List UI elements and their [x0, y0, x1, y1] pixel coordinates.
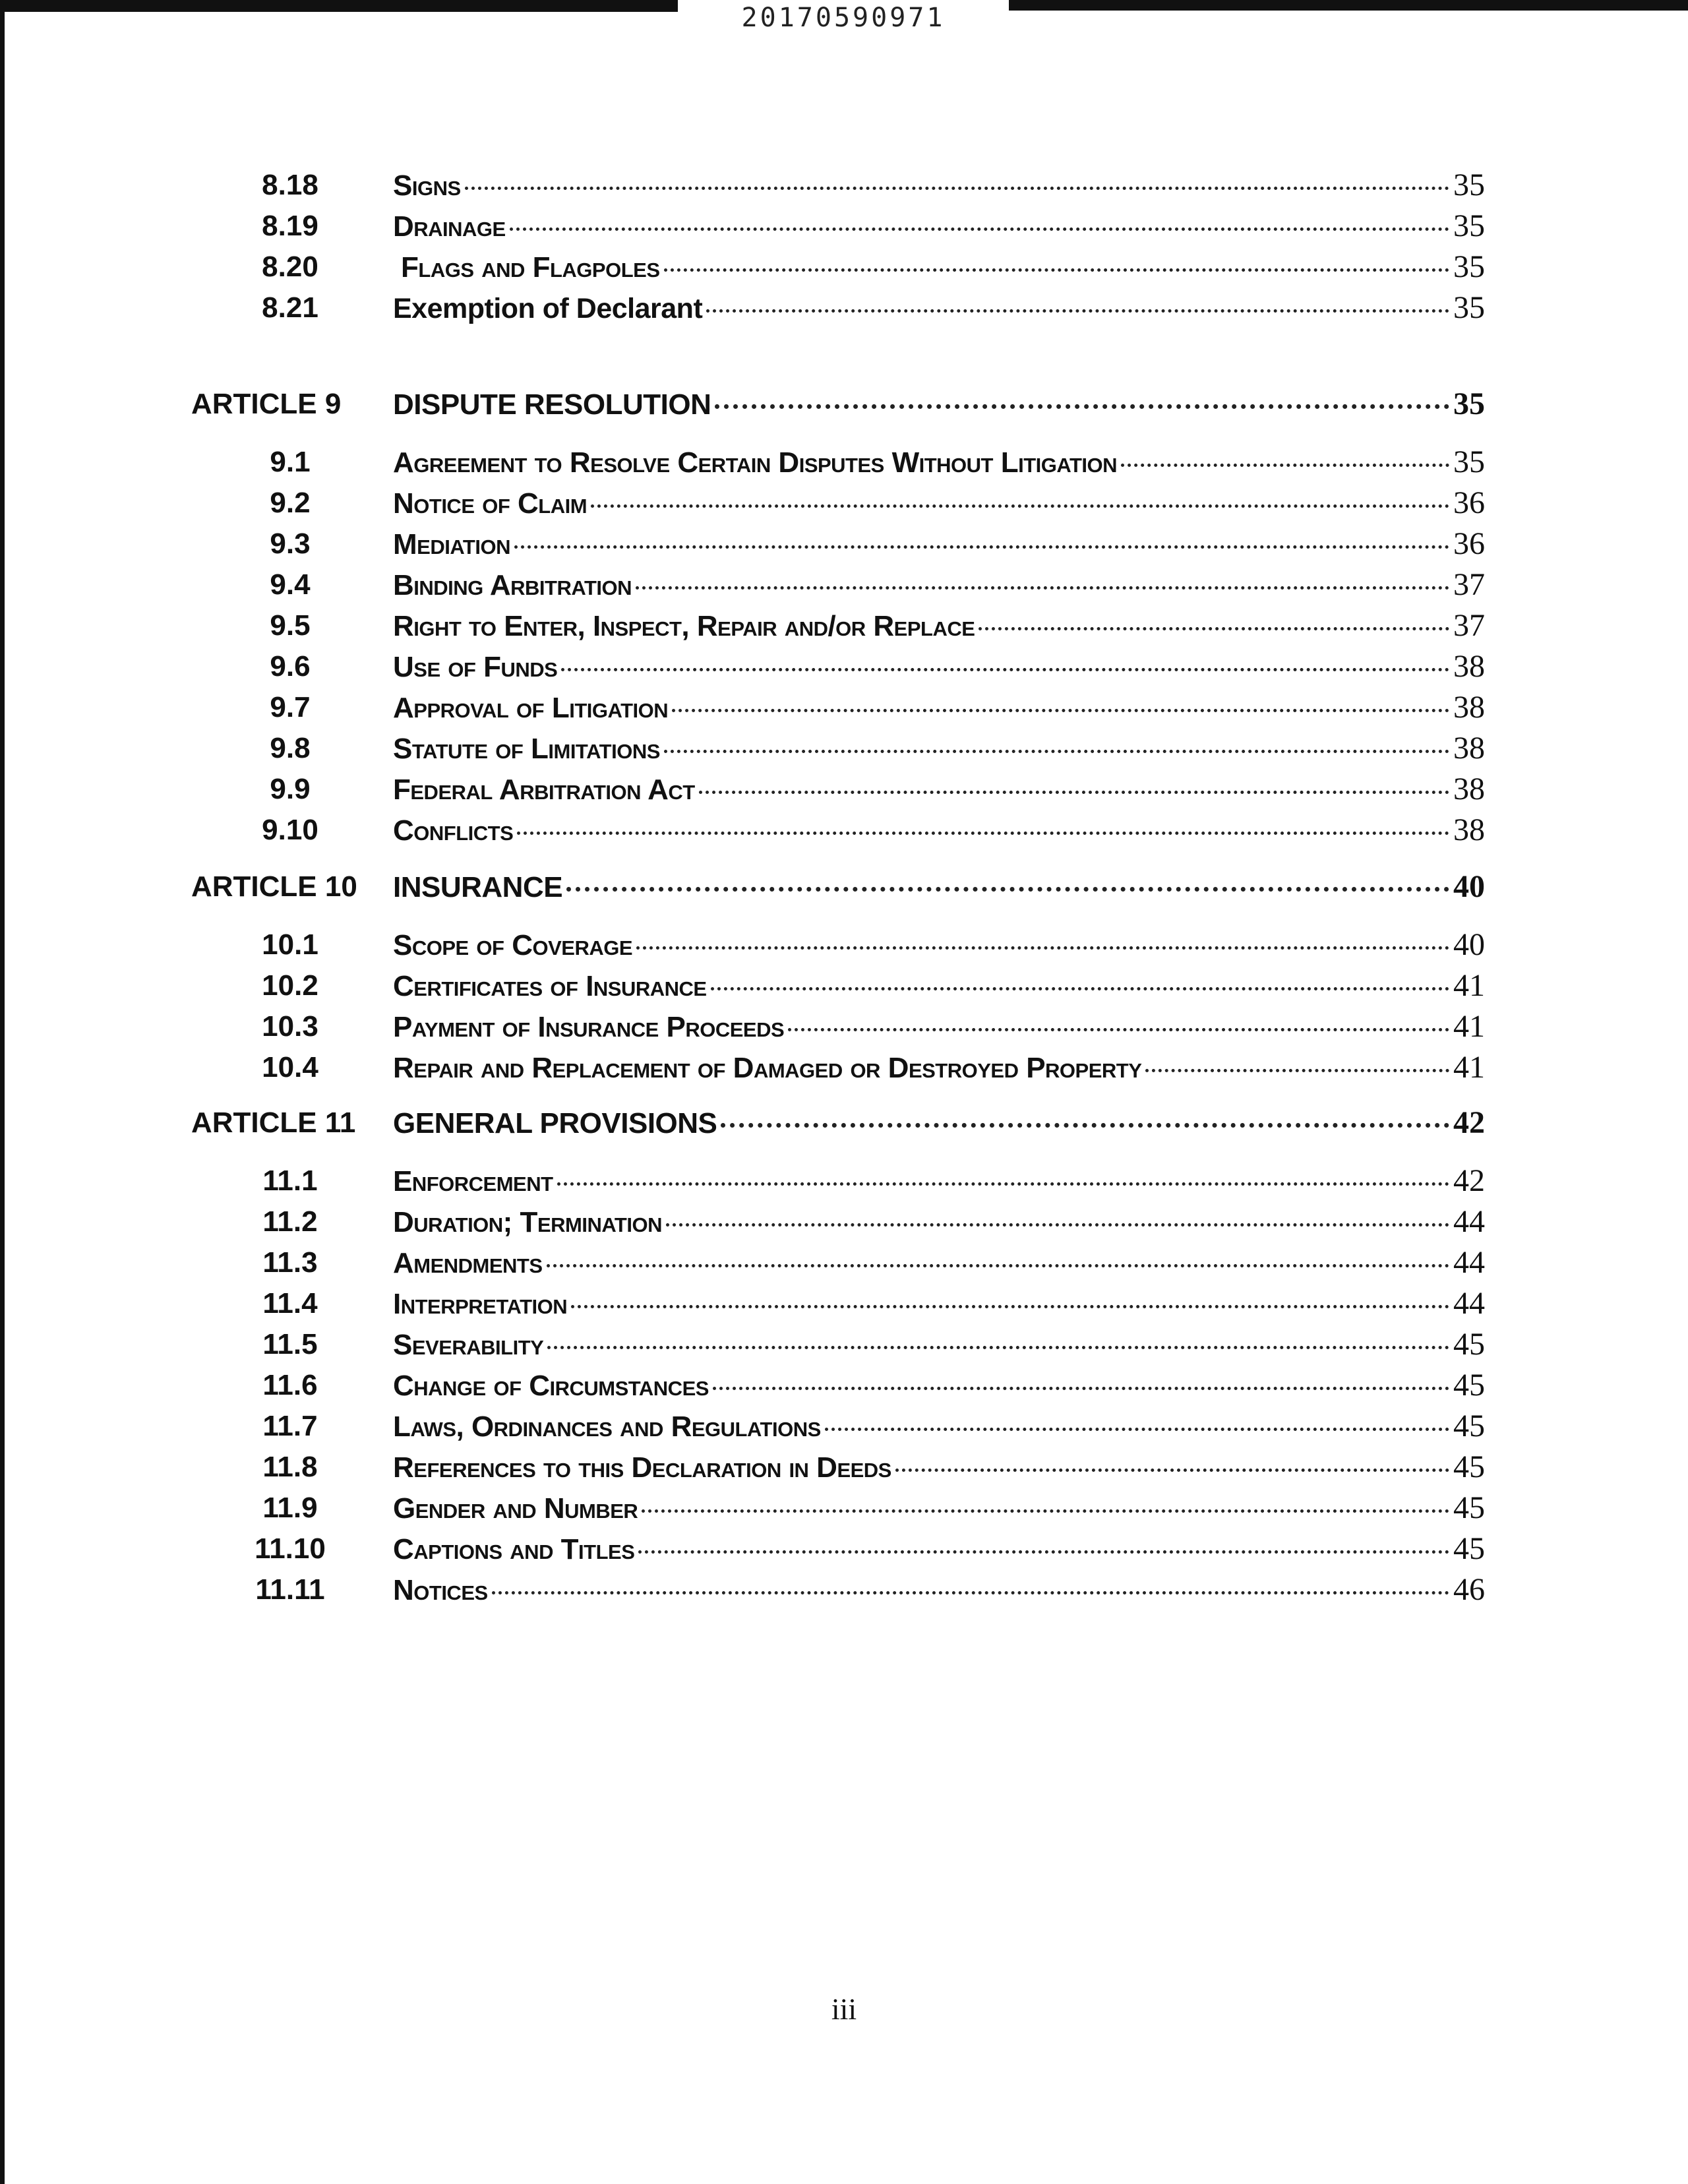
toc-entry-11-2[interactable]: [0, 1201, 1688, 1242]
page-number: 45: [1453, 1531, 1485, 1566]
section-number: 8.21: [262, 291, 318, 324]
page-number: 37: [1453, 608, 1485, 643]
toc-entry-9-9[interactable]: [0, 769, 1688, 810]
section-number: 11.2: [262, 1205, 318, 1238]
article-label: ARTICLE 11: [191, 1107, 356, 1139]
dot-leader: [1145, 1069, 1449, 1072]
toc-entry-9-8[interactable]: [0, 728, 1688, 769]
section-title: Duration; Termination: [393, 1206, 662, 1238]
page-number: 45: [1453, 1449, 1485, 1484]
section-title: Agreement to Resolve Certain Disputes Without Litigation: [393, 446, 1117, 479]
toc-line: [393, 605, 1485, 647]
page-number: 35: [1453, 290, 1485, 325]
dot-leader: [465, 187, 1449, 190]
section-number: 11.6: [262, 1369, 318, 1401]
page-number: 35: [1453, 249, 1485, 284]
section-title: Use of Funds: [393, 651, 558, 683]
toc-line: [393, 769, 1485, 810]
toc-line: [393, 1529, 1485, 1570]
dot-leader: [664, 750, 1449, 753]
section-title: Conflicts: [393, 814, 514, 847]
section-title: Signs: [393, 169, 461, 202]
document-number: 20170590971: [741, 3, 946, 33]
page-number: 44: [1453, 1245, 1485, 1280]
toc-entry-11-9[interactable]: [0, 1488, 1688, 1529]
dot-leader: [713, 1387, 1449, 1390]
toc-line: [393, 1365, 1485, 1407]
section-number: 9.10: [262, 814, 318, 846]
section-number: 9.7: [270, 691, 311, 723]
toc-entry-10-2[interactable]: [0, 965, 1688, 1006]
dot-leader: [561, 668, 1449, 671]
toc-line: [393, 1201, 1485, 1243]
toc-entry-11-5[interactable]: [0, 1324, 1688, 1365]
toc-line: [393, 1047, 1485, 1089]
section-title: Drainage: [393, 210, 506, 243]
toc-entry-8-21[interactable]: [0, 288, 1688, 328]
toc-entry-9-3[interactable]: [0, 524, 1688, 564]
section-title: Scope of Coverage: [393, 929, 633, 961]
dot-leader: [711, 987, 1449, 990]
page-number: 45: [1453, 1327, 1485, 1362]
section-number: 11.7: [262, 1410, 318, 1442]
section-number: 11.4: [262, 1287, 318, 1320]
toc-line: [393, 728, 1485, 770]
section-number: 9.4: [270, 568, 311, 601]
toc-entry-9-2[interactable]: [0, 483, 1688, 524]
article-title: DISPUTE RESOLUTION: [393, 388, 711, 421]
dot-leader: [706, 309, 1449, 313]
toc-entry-11-1[interactable]: [0, 1161, 1688, 1201]
dot-leader: [492, 1591, 1449, 1594]
toc-line: [393, 646, 1485, 688]
toc-line: [393, 965, 1485, 1007]
article-label: ARTICLE 10: [191, 870, 357, 903]
page-number: 35: [1453, 444, 1485, 479]
page-number: 40: [1453, 927, 1485, 962]
section-number: 11.11: [255, 1573, 325, 1606]
page-number: 41: [1453, 1050, 1485, 1085]
toc-entry-9-7[interactable]: [0, 687, 1688, 728]
toc-line: [393, 687, 1485, 729]
page-number: 37: [1453, 567, 1485, 602]
section-number: 11.1: [262, 1165, 318, 1197]
dot-leader: [517, 832, 1449, 835]
page-number: 45: [1453, 1490, 1485, 1525]
toc-entry-11-11[interactable]: [0, 1569, 1688, 1610]
section-title: Enforcement: [393, 1165, 553, 1198]
section-number: 10.4: [262, 1051, 318, 1083]
dot-leader: [1121, 464, 1449, 467]
scan-bar-left: [0, 0, 678, 12]
toc-entry-11-8[interactable]: [0, 1447, 1688, 1488]
toc-line: [393, 483, 1485, 524]
toc-line: [401, 247, 1485, 288]
toc-entry-11-6[interactable]: [0, 1365, 1688, 1406]
article-title: GENERAL PROVISIONS: [393, 1107, 717, 1139]
section-title: Statute of Limitations: [393, 733, 660, 765]
toc-line: [393, 1103, 1485, 1144]
page-number: 42: [1453, 1105, 1485, 1140]
section-title: Payment of Insurance Proceeds: [393, 1011, 785, 1043]
page-number: 45: [1453, 1368, 1485, 1403]
section-number: 9.1: [270, 446, 311, 478]
page-number: 44: [1453, 1204, 1485, 1239]
dot-leader: [566, 887, 1449, 892]
dot-leader: [591, 504, 1449, 508]
section-title: Flags and Flagpoles: [401, 251, 660, 284]
section-title: Gender and Number: [393, 1492, 638, 1525]
section-number: 9.5: [270, 609, 311, 642]
toc-line: [393, 925, 1485, 966]
section-number: 11.9: [262, 1492, 318, 1524]
section-title: Laws, Ordinances and Regulations: [393, 1410, 821, 1443]
toc-entry-11-4[interactable]: [0, 1283, 1688, 1324]
page-number: 38: [1453, 649, 1485, 684]
dot-leader: [636, 586, 1449, 590]
page-number: 36: [1453, 526, 1485, 561]
toc-entry-9-6[interactable]: [0, 646, 1688, 687]
toc-line: [393, 1406, 1485, 1447]
section-title: Binding Arbitration: [393, 569, 632, 601]
dot-leader: [699, 791, 1449, 794]
toc-entry-9-10[interactable]: [0, 810, 1688, 851]
section-title: Notices: [393, 1574, 488, 1606]
dot-leader: [636, 946, 1449, 950]
section-number: 11.8: [262, 1451, 318, 1483]
dot-leader: [638, 1550, 1449, 1554]
scan-bar-right: [1009, 0, 1688, 11]
section-number: 10.1: [262, 928, 318, 961]
section-number: 10.2: [262, 969, 318, 1002]
toc-line: [393, 288, 1485, 329]
toc-line: [393, 810, 1485, 851]
page-folio: iii: [831, 1992, 857, 2026]
toc-line: [393, 165, 1485, 206]
page-number: 35: [1453, 167, 1485, 202]
toc-article-11[interactable]: [0, 1103, 1688, 1143]
section-title: Severability: [393, 1329, 544, 1361]
page-number: 35: [1453, 208, 1485, 243]
toc-line: [393, 384, 1485, 425]
dot-leader: [664, 268, 1450, 272]
section-number: 10.3: [262, 1010, 318, 1043]
dot-leader: [715, 404, 1449, 409]
section-title: Federal Arbitration Act: [393, 774, 695, 806]
section-number: 8.18: [262, 169, 318, 201]
dot-leader: [895, 1469, 1449, 1472]
toc-line: [393, 1283, 1485, 1325]
dot-leader: [721, 1123, 1449, 1128]
toc-entry-8-18[interactable]: [0, 165, 1688, 206]
section-number: 11.10: [255, 1532, 326, 1565]
toc-line: [393, 1569, 1485, 1611]
toc-line: [393, 1161, 1485, 1202]
toc-line: [393, 524, 1485, 565]
toc-line: [393, 442, 1485, 483]
toc-line: [393, 1324, 1485, 1366]
section-number: 11.5: [262, 1328, 318, 1360]
section-title: Change of Circumstances: [393, 1370, 709, 1402]
section-number: 8.20: [262, 251, 318, 283]
section-title: Exemption of Declarant: [393, 293, 703, 324]
toc-entry-9-4[interactable]: [0, 564, 1688, 605]
section-number: 9.3: [270, 528, 311, 560]
dot-leader: [642, 1509, 1449, 1513]
dot-leader: [571, 1305, 1449, 1308]
section-number: 11.3: [262, 1246, 318, 1279]
toc-article-10[interactable]: [0, 866, 1688, 907]
page-number: 45: [1453, 1409, 1485, 1443]
section-title: Repair and Replacement of Damaged or Destroyed Property: [393, 1052, 1142, 1084]
page-number: 41: [1453, 1009, 1485, 1044]
section-title: Certificates of Insurance: [393, 970, 707, 1002]
dot-leader: [672, 709, 1449, 712]
article-title: INSURANCE: [393, 871, 563, 903]
dot-leader: [514, 545, 1449, 549]
page-number: 38: [1453, 731, 1485, 766]
page-number: 38: [1453, 812, 1485, 847]
dot-leader: [788, 1028, 1449, 1031]
toc-line: [393, 866, 1485, 908]
toc-entry-9-1[interactable]: [0, 442, 1688, 483]
section-title: Interpretation: [393, 1288, 568, 1320]
toc-entry-10-1[interactable]: [0, 925, 1688, 965]
toc-line: [393, 1006, 1485, 1048]
page-number: 40: [1453, 869, 1485, 904]
dot-leader: [825, 1428, 1449, 1431]
section-title: References to this Declaration in Deeds: [393, 1451, 891, 1484]
toc-line: [393, 564, 1485, 606]
toc-article-9[interactable]: [0, 384, 1688, 425]
section-number: 9.9: [270, 773, 311, 805]
article-label: ARTICLE 9: [191, 388, 342, 420]
page-number: 44: [1453, 1286, 1485, 1321]
toc-entry-10-4[interactable]: [0, 1047, 1688, 1088]
section-number: 9.6: [270, 650, 311, 682]
page-number: 46: [1453, 1572, 1485, 1607]
section-title: Captions and Titles: [393, 1533, 635, 1565]
dot-leader: [547, 1264, 1449, 1267]
section-title: Approval of Litigation: [393, 692, 669, 724]
dot-leader: [979, 627, 1449, 630]
section-number: 9.2: [270, 487, 311, 519]
section-number: 8.19: [262, 210, 318, 242]
section-number: 9.8: [270, 732, 311, 764]
page-number: 41: [1453, 968, 1485, 1003]
toc-entry-8-19[interactable]: [0, 206, 1688, 247]
dot-leader: [666, 1223, 1449, 1227]
toc-line: [393, 1488, 1485, 1529]
section-title: Right to Enter, Inspect, Repair and/or Replace: [393, 610, 975, 642]
toc-entry-8-20[interactable]: [0, 247, 1688, 288]
toc-entry-11-7[interactable]: [0, 1406, 1688, 1447]
toc-entry-9-5[interactable]: [0, 605, 1688, 646]
toc-entry-11-10[interactable]: [0, 1529, 1688, 1569]
page-number: 38: [1453, 690, 1485, 725]
dot-leader: [557, 1182, 1449, 1186]
toc-entry-11-3[interactable]: [0, 1242, 1688, 1283]
toc-line: [393, 1242, 1485, 1284]
section-title: Notice of Claim: [393, 487, 588, 520]
toc-line: [393, 1447, 1485, 1488]
toc-entry-10-3[interactable]: [0, 1006, 1688, 1047]
page-number: 35: [1453, 386, 1485, 421]
page-number: 36: [1453, 485, 1485, 520]
page-number: 38: [1453, 772, 1485, 806]
toc-line: [393, 206, 1485, 247]
dot-leader: [510, 228, 1449, 231]
section-title: Amendments: [393, 1247, 543, 1279]
dot-leader: [547, 1346, 1449, 1349]
section-title: Mediation: [393, 528, 510, 561]
page-number: 42: [1453, 1163, 1485, 1198]
